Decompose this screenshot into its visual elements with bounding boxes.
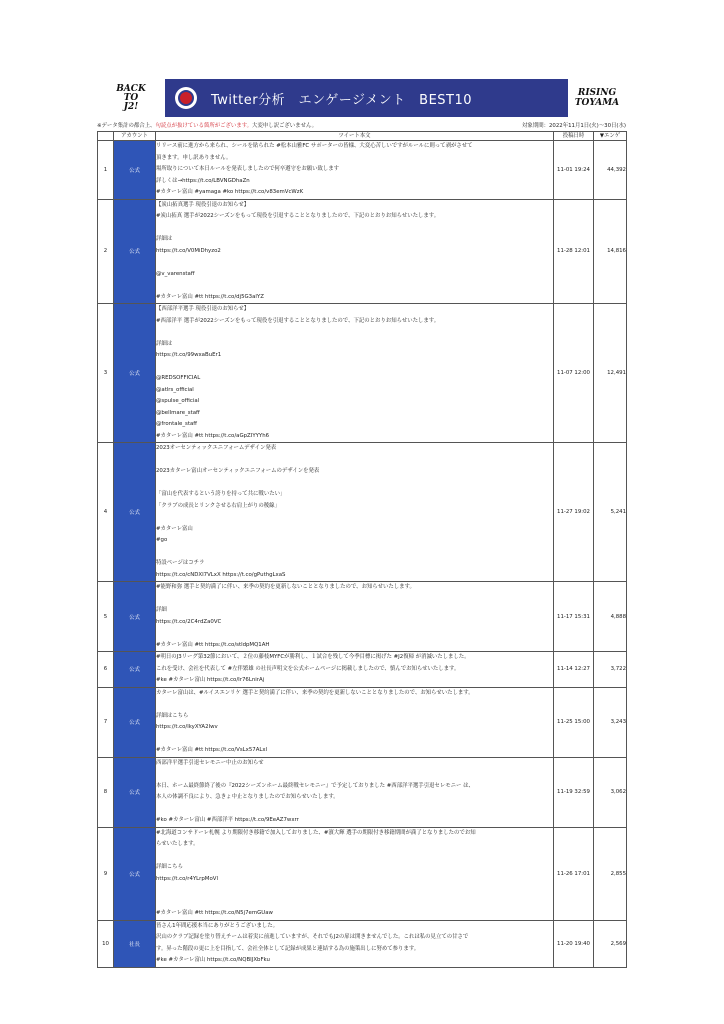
post-date-cell: 11-20 19:40 [554, 920, 594, 967]
post-date-cell: 11-07 12:00 [554, 304, 594, 443]
tweet-line: 詳細 [156, 607, 167, 613]
tweet-line: 頂きます。申し訳ありません。 [156, 154, 232, 161]
engagement-cell: 4,888 [594, 582, 627, 652]
engagement-cell: 3,062 [594, 757, 627, 827]
tweet-line: @bellmare_staff [156, 409, 200, 416]
tweet-line: https://t.co/r4YLrpMoVl [156, 875, 218, 882]
tweet-line: #明日のJ3リーグ第32節において、２位の藤枝MYFCが勝利し、１試合を残して今季目標に掲げた #J2復帰 が消滅いたしました。 [156, 654, 470, 660]
tweet-line: #カターレ富山 #tt https://t.co/stldpMQ1AH [156, 641, 270, 648]
tweet-line: 「富山を代表するという誇りを持って共に戦いたい」 [156, 491, 286, 497]
tweet-line: 詳細は [156, 236, 173, 242]
tweet-line: 「クラブの成長とリンクさせる右肩上がりの稜線」 [156, 502, 280, 509]
tweet-line [156, 699, 553, 711]
tweet-line: 2023カターレ富山オーセンティックユニフォームのデザインを発表 [156, 468, 320, 474]
tweet-line [156, 223, 553, 235]
tweet-line [156, 512, 553, 524]
rank-cell: 10 [98, 920, 114, 967]
post-date-cell: 11-17 15:31 [554, 582, 594, 652]
rank-cell: 7 [98, 687, 114, 757]
account-cell: 公式 [114, 687, 156, 757]
rank-cell: 6 [98, 652, 114, 688]
tweet-line [156, 885, 553, 897]
tweet-line: 特設ページはコチラ [156, 560, 205, 566]
tweet-line: @REDSOFFICIAL [156, 375, 201, 381]
tweet-line [156, 769, 553, 781]
tweet-line [156, 280, 553, 292]
tweet-line: @spulse_official [156, 398, 200, 404]
tweet-line: 詳細はこちら [156, 712, 189, 719]
tweet-line: #ke #カターレ富山 https://t.co/Ir76LnirAj [156, 677, 265, 683]
engagement-cell: 5,241 [594, 443, 627, 582]
engagement-table [97, 131, 627, 968]
rank-cell: 1 [98, 141, 114, 200]
tweet-line [156, 257, 553, 269]
rank-cell: 2 [98, 199, 114, 304]
engagement-cell: 2,569 [594, 920, 627, 967]
post-date-cell: 11-26 17:01 [554, 827, 594, 920]
tweet-text-cell [156, 687, 554, 757]
table-row [98, 827, 627, 920]
tweet-line: 皆さん1年間応援本当にありがとうございました。 [156, 922, 279, 929]
tweet-line [156, 362, 553, 374]
tweet-line: https://t.co/V0MiDhyzo2 [156, 247, 221, 254]
tweet-line: これを受け、会社を代表して #左伴繁雄 の社長声明文を公式ホームページに掲載しましたので、慎んでお知らせいたします。 [156, 665, 460, 672]
tweet-line: https://t.co/2C4rdZa0VC [156, 618, 222, 625]
account-header: アカウント [114, 132, 156, 141]
tweet-header: ツイート本文 [156, 132, 554, 141]
tweet-line [156, 897, 553, 909]
engagement-cell: 14,816 [594, 199, 627, 304]
tweet-line: @frontale_staff [156, 421, 197, 427]
notice-row [97, 121, 626, 131]
tweet-line: 本日、ホーム最終節終了後の『2022シーズンホーム最終戦セレモニー』で予定しておりました #西部洋平選手引退セレモニー は、 [156, 782, 474, 789]
engagement-header: ▼エンゲ [594, 132, 627, 141]
tweet-line: https://t.co/99wxaBuEr1 [156, 352, 222, 358]
tweet-line: 沢山のクラブ記録を塗り替えチームは着実に前進していますが、それでもJ2の扉は開きませんでした。これは私の見立ての甘さで [156, 934, 469, 940]
tweet-line: https://t.co/cNDXI7VLxX https://t.co/gPuthgLxaS [156, 571, 286, 578]
post-date-cell: 11-28 12:01 [554, 199, 594, 304]
back-to-j2-logo: BACK TO J2! [97, 79, 165, 117]
tweet-text-cell [156, 827, 554, 920]
tweet-line: 詳細こちら [156, 864, 183, 870]
tweet-line: #カターレ富山 #tt https://t.co/dj5G3alYZ [156, 293, 264, 300]
post-date-cell: 11-19 32:59 [554, 757, 594, 827]
rank-cell: 5 [98, 582, 114, 652]
date-header: 投稿日時 [554, 132, 594, 141]
rank-cell: 8 [98, 757, 114, 827]
rising-toyama-logo: RISING TOYAMA [568, 79, 626, 117]
table-row [98, 920, 627, 967]
tweet-line [156, 478, 553, 490]
tweet-line: 2023オーセンティックユニフォームデザイン発表 [156, 445, 277, 451]
tweet-text-cell [156, 141, 554, 200]
account-cell: 社長 [114, 920, 156, 967]
tweet-line: 【炭山拓真選手 現役引退のお知らせ】 [156, 201, 250, 208]
tweet-line: #カターレ富山 #yamaga #ko https://t.co/v83emVcWzK [156, 189, 304, 195]
table-row [98, 443, 627, 582]
rank-header [98, 132, 114, 141]
tweet-text-cell [156, 304, 554, 443]
account-cell: 公式 [114, 582, 156, 652]
report-header [97, 79, 626, 117]
tweet-line: カターレ富山は、#ルイスエンリケ 選手と契約満了に伴い、来季の契約を更新しないこととなりましたので、お知らせいたします。 [156, 689, 474, 696]
tweet-text-cell [156, 757, 554, 827]
tweet-line: #カターレ富山 #tt https://t.co/N5j7emGUaw [156, 910, 273, 916]
tweet-line [156, 734, 553, 746]
account-cell: 公式 [114, 827, 156, 920]
tweet-text-cell [156, 443, 554, 582]
rank-cell: 9 [98, 827, 114, 920]
tweet-line [156, 455, 553, 467]
post-date-cell: 11-25 15:00 [554, 687, 594, 757]
club-emblem-icon [175, 87, 197, 109]
tweet-line: @v_varenstaff [156, 270, 195, 277]
account-cell: 公式 [114, 141, 156, 200]
tweet-line: #炭山拓真 選手が2022シーズンをもって現役を引退することとなりましたので、下記のとおりお知らせいたします。 [156, 213, 440, 219]
tweet-line: リリース前に進方から来られ、シールを貼られた #松本山雅FC サポーターの皆様、大変心苦しいですがルールに則って剥がさせて [156, 143, 473, 149]
rank-cell: 3 [98, 304, 114, 443]
tweet-line: #ke #カターレ富山 https://t.co/NQBIJXbFku [156, 957, 270, 963]
tweet-line [156, 628, 553, 640]
table-row [98, 304, 627, 443]
account-cell: 公式 [114, 199, 156, 304]
tweet-line: @atlrs_official [156, 386, 194, 393]
data-notice: ※データ集計の都合上、句読点が抜けている箇所がございます。大変申し訳ございません。 [97, 123, 318, 129]
account-cell: 公式 [114, 652, 156, 688]
table-row [98, 582, 627, 652]
engagement-cell: 2,855 [594, 827, 627, 920]
tweet-line [156, 594, 553, 606]
table-row [98, 757, 627, 827]
account-cell: 公式 [114, 443, 156, 582]
account-cell: 公式 [114, 304, 156, 443]
target-period: 対象期間：2022年11月1日(火)〜30日(水) [522, 123, 626, 129]
tweet-line: #カターレ富山 [156, 525, 193, 532]
account-cell: 公式 [114, 757, 156, 827]
tweet-line: #西部洋平 選手が2022シーズンをもって現役を引退することとなりましたので、下記のとおりお知らせいたします。 [156, 317, 440, 324]
tweet-line: 詳しくは→https://t.co/LBVNGDhaZn [156, 177, 250, 184]
tweet-text-cell [156, 199, 554, 304]
table-row [98, 199, 627, 304]
tweet-line [156, 547, 553, 559]
tweet-line: 【西部洋平選手 現役引退のお知らせ】 [156, 306, 250, 312]
tweet-line [156, 851, 553, 863]
rank-cell: 4 [98, 443, 114, 582]
tweet-line: す。昇った階段の更に上を目指して、会社全体として記録が成果と連結する為の施策出しに努めて参ります。 [156, 945, 420, 952]
tweet-line: らせいたします。 [156, 841, 199, 847]
post-date-cell: 11-14 12:27 [554, 652, 594, 688]
table-header-row [98, 132, 627, 141]
post-date-cell: 11-01 19:24 [554, 141, 594, 200]
table-row [98, 141, 627, 200]
tweet-line: #北海道コンサドーレ札幌 より期限付き移籍で加入しておりました、#濱大輝 選手の期限付き移籍期間が満了となりましたのでお知 [156, 829, 476, 836]
engagement-cell: 44,392 [594, 141, 627, 200]
engagement-cell: 3,722 [594, 652, 627, 688]
tweet-line: 詳細は [156, 340, 173, 347]
tweet-line: 本人の体調不良により、急きょ中止となりましたのでお知らせいたします。 [156, 794, 339, 800]
tweet-text-cell [156, 920, 554, 967]
table-row [98, 687, 627, 757]
tweet-line: #カターレ富山 #tt https://t.co/aGpZIYYYh6 [156, 432, 270, 439]
post-date-cell: 11-27 19:02 [554, 443, 594, 582]
table-row [98, 652, 627, 688]
tweet-line [156, 804, 553, 816]
page-title: Twitter分析 エンゲージメント BEST10 [211, 92, 473, 108]
tweet-line: 西部洋平選手引退セレモニー中止のお知らせ [156, 759, 264, 766]
tweet-line: https://t.co/lkyXYA2Iwv [156, 724, 218, 730]
engagement-cell: 12,491 [594, 304, 627, 443]
tweet-line: #能野和弥 選手と契約満了に伴い、来季の契約を更新しないこととなりましたので、お知らせいたします。 [156, 584, 415, 590]
tweet-line: #ko #カターレ富山 #西部洋平 https://t.co/9EeAZ7wxrr [156, 817, 299, 823]
engagement-cell: 3,243 [594, 687, 627, 757]
tweet-text-cell [156, 582, 554, 652]
tweet-line: #go [156, 537, 168, 543]
tweet-line: #カターレ富山 #tt https://t.co/VsLx57ALxl [156, 747, 268, 753]
tweet-line [156, 327, 553, 339]
tweet-text-cell [156, 652, 554, 688]
tweet-line: 場所取りについて本日ルールを発表しましたので何卒遵守をお願い致します [156, 166, 340, 172]
